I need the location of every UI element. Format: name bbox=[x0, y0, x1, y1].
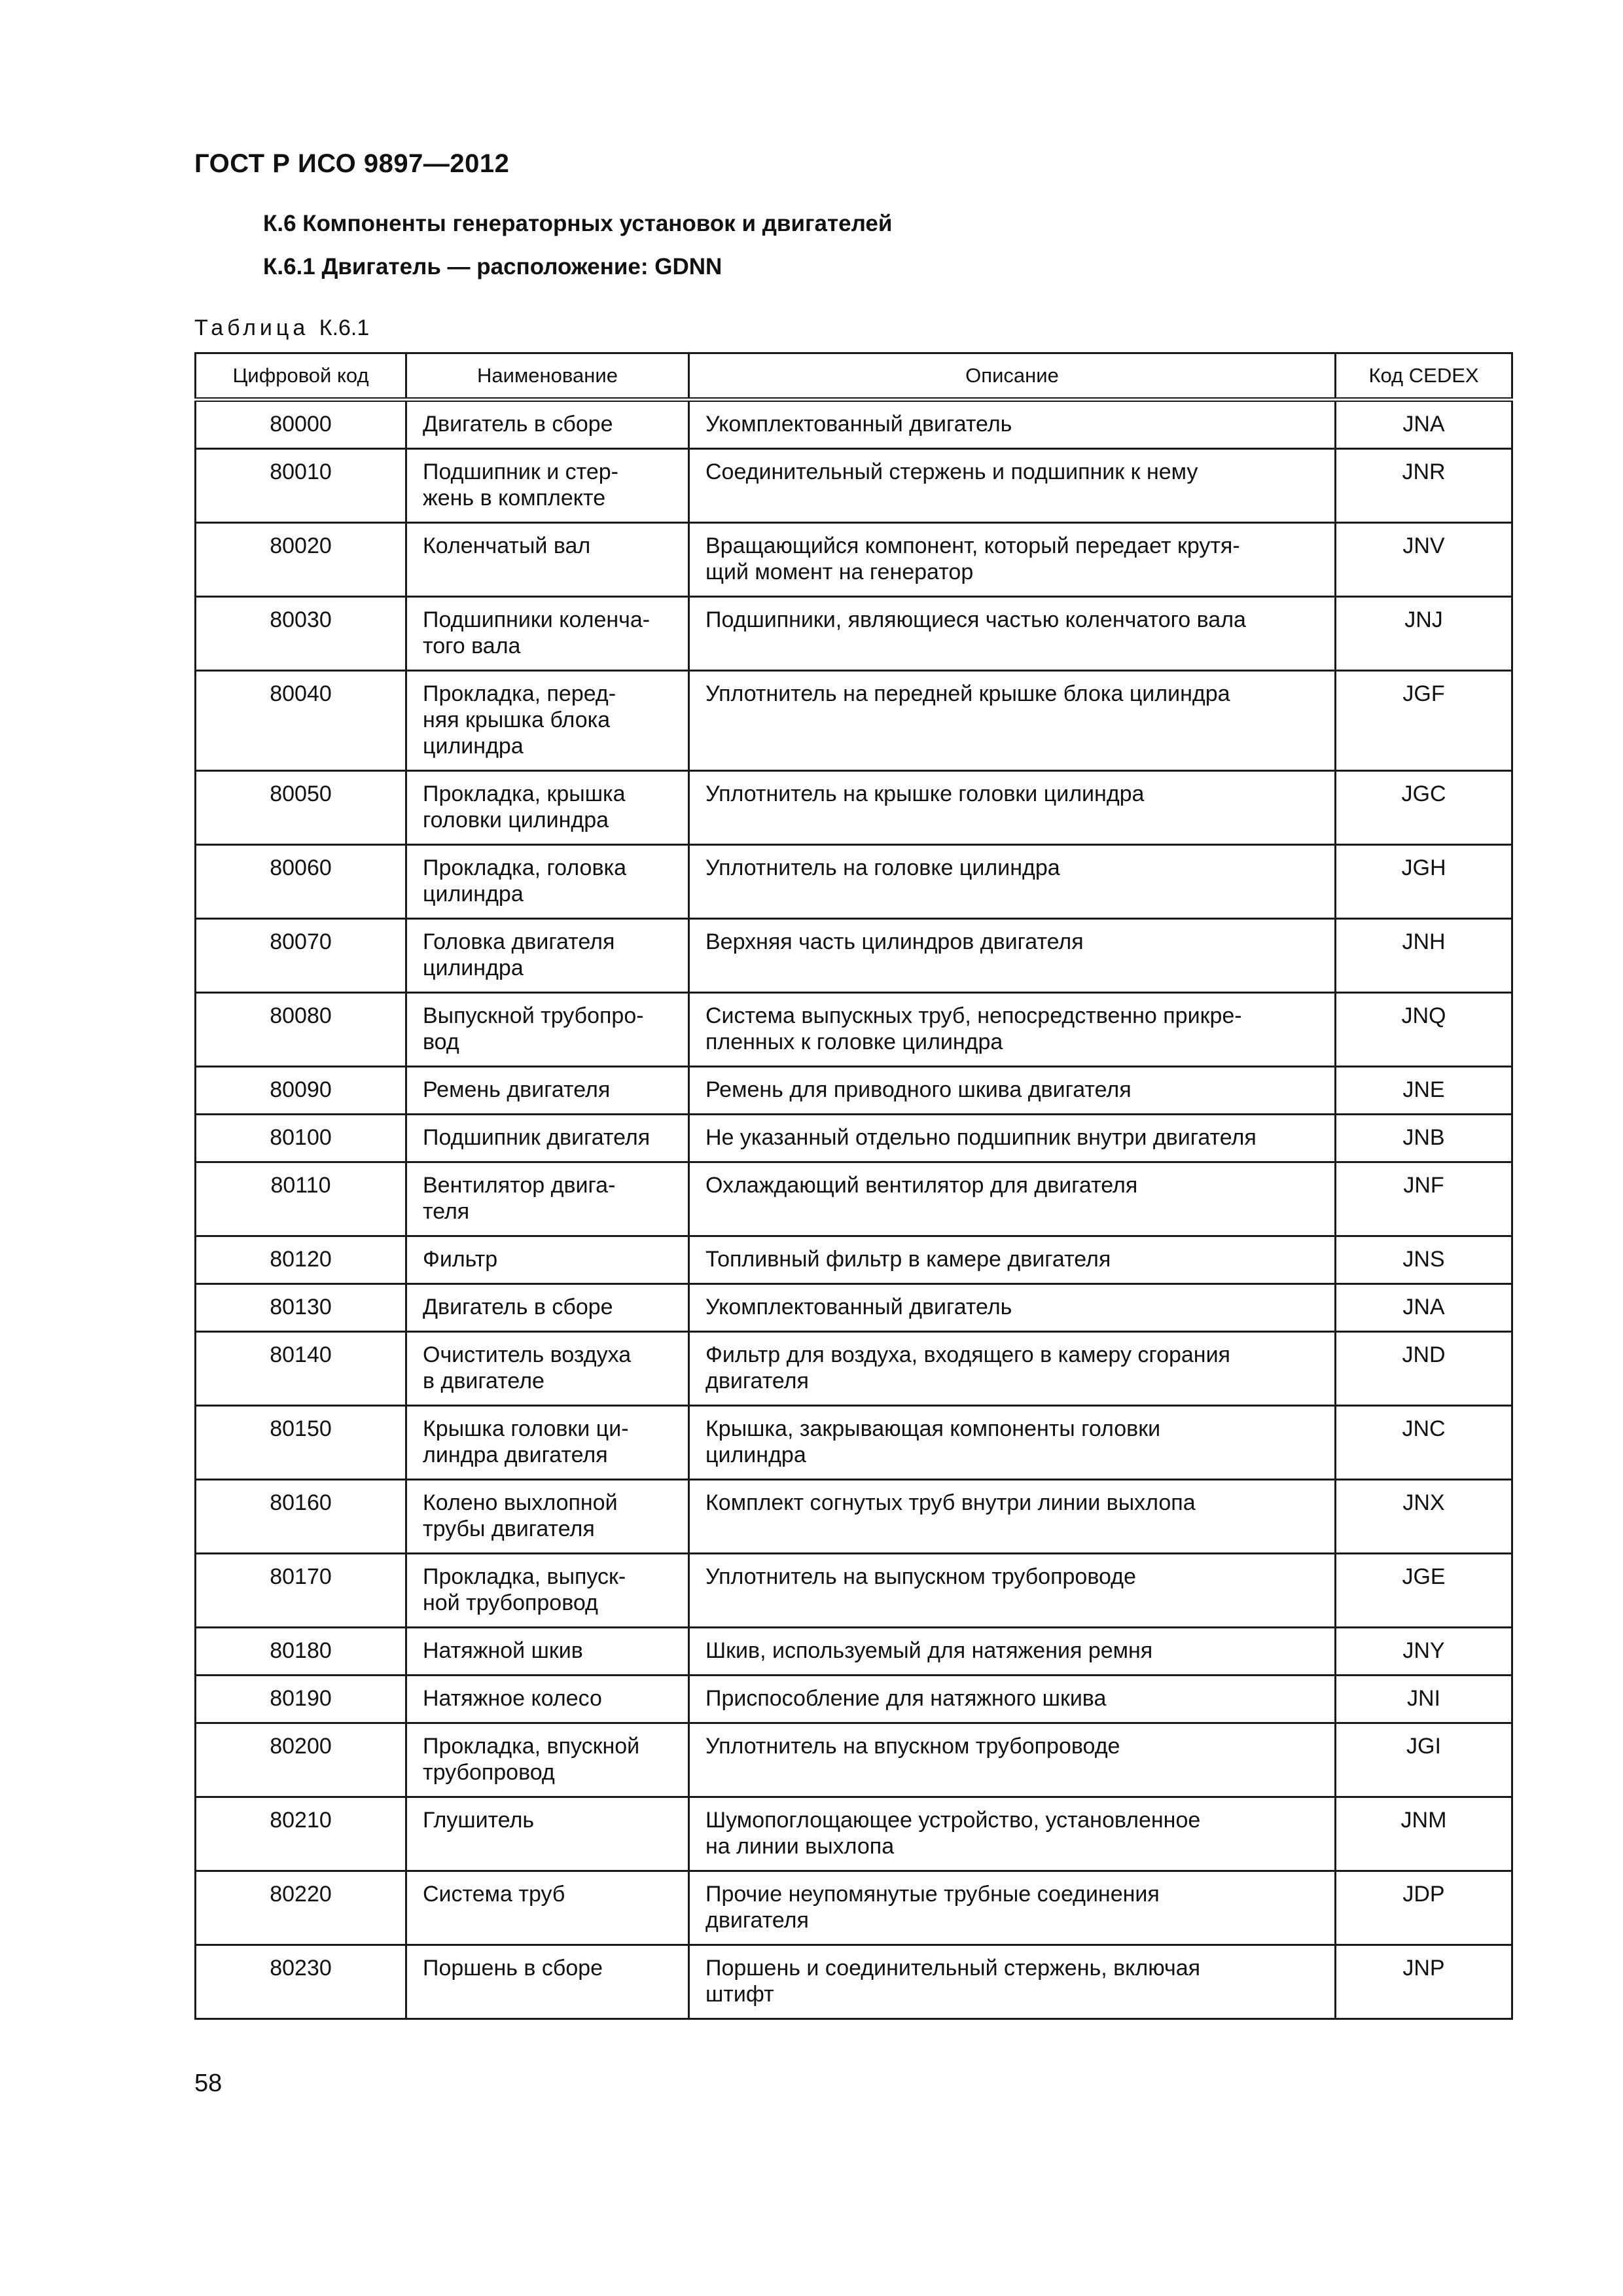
table-row bbox=[196, 993, 1512, 1067]
table-row bbox=[196, 1480, 1512, 1554]
cell-code bbox=[196, 1284, 406, 1332]
cell-cedex bbox=[1336, 449, 1512, 523]
cell-code-text: 80030 bbox=[270, 607, 332, 632]
cell-description bbox=[689, 1332, 1336, 1406]
cell-name-text: Головка двигателя цилиндра bbox=[423, 929, 615, 980]
cell-cedex-text: JNC bbox=[1402, 1416, 1446, 1441]
cell-code bbox=[196, 671, 406, 771]
table-row bbox=[196, 919, 1512, 993]
cell-cedex-text: JNA bbox=[1402, 412, 1445, 437]
cell-description-text: Верхняя часть цилиндров двигателя bbox=[705, 929, 1084, 954]
cell-name-text: Глушитель bbox=[423, 1808, 535, 1833]
cell-cedex bbox=[1336, 1236, 1512, 1284]
cell-code-text: 80040 bbox=[270, 681, 332, 706]
cell-name bbox=[406, 1628, 689, 1676]
cell-description-text: Укомплектованный двигатель bbox=[705, 412, 1012, 437]
cell-description bbox=[689, 993, 1336, 1067]
table-caption bbox=[194, 315, 369, 341]
table-row bbox=[196, 597, 1512, 671]
cell-description-text: Вращающийся компонент, который передает крутя- щий момент на генератор bbox=[705, 533, 1240, 584]
cell-name-text: Двигатель в сборе bbox=[423, 1295, 613, 1319]
cell-cedex bbox=[1336, 1676, 1512, 1723]
cell-name-text: Ремень двигателя bbox=[423, 1077, 611, 1102]
cell-code-text: 80060 bbox=[270, 855, 332, 880]
cell-description bbox=[689, 1797, 1336, 1871]
table-row bbox=[196, 1628, 1512, 1676]
cell-cedex bbox=[1336, 597, 1512, 671]
cell-name bbox=[406, 919, 689, 993]
cell-cedex-text: JNS bbox=[1402, 1247, 1445, 1272]
cell-description bbox=[689, 1480, 1336, 1554]
cell-name bbox=[406, 597, 689, 671]
cell-cedex-text: JNV bbox=[1402, 533, 1445, 558]
cell-description bbox=[689, 1871, 1336, 1945]
cell-description bbox=[689, 1676, 1336, 1723]
cell-cedex-text: JNA bbox=[1402, 1295, 1445, 1319]
cell-name bbox=[406, 1332, 689, 1406]
cell-name bbox=[406, 993, 689, 1067]
cell-description bbox=[689, 1067, 1336, 1115]
cell-code-text: 80160 bbox=[270, 1490, 332, 1515]
column-header-name: Наименование bbox=[406, 353, 689, 400]
table-row bbox=[196, 1554, 1512, 1628]
table-row bbox=[196, 1162, 1512, 1236]
cell-cedex-text: JNI bbox=[1407, 1686, 1440, 1711]
subsection-title: К.6.1 Двигатель — расположение: GDNN bbox=[263, 254, 722, 279]
cell-name bbox=[406, 671, 689, 771]
cell-name bbox=[406, 1115, 689, 1162]
cell-description bbox=[689, 1406, 1336, 1480]
cell-code-text: 80210 bbox=[270, 1808, 332, 1833]
table-row bbox=[196, 1284, 1512, 1332]
cell-description bbox=[689, 1628, 1336, 1676]
cell-code-text: 80220 bbox=[270, 1882, 332, 1907]
cell-description-text: Шкив, используемый для натяжения ремня bbox=[705, 1638, 1153, 1663]
cell-cedex bbox=[1336, 1115, 1512, 1162]
cell-cedex-text: JNY bbox=[1402, 1638, 1445, 1663]
cell-name bbox=[406, 1162, 689, 1236]
cell-cedex bbox=[1336, 1723, 1512, 1797]
cell-description bbox=[689, 449, 1336, 523]
cell-name-text: Подшипник двигателя bbox=[423, 1125, 651, 1150]
cell-code bbox=[196, 1162, 406, 1236]
table-row bbox=[196, 1332, 1512, 1406]
cell-cedex bbox=[1336, 1554, 1512, 1628]
cell-description bbox=[689, 523, 1336, 597]
cell-name bbox=[406, 1676, 689, 1723]
cell-description-text: Не указанный отдельно подшипник внутри двигателя bbox=[705, 1125, 1257, 1150]
cell-name-text: Прокладка, крышка головки цилиндра bbox=[423, 781, 626, 833]
cell-cedex-text: JGE bbox=[1402, 1564, 1446, 1589]
cell-name bbox=[406, 1480, 689, 1554]
cell-cedex bbox=[1336, 1797, 1512, 1871]
cell-code-text: 80170 bbox=[270, 1564, 332, 1589]
cell-name-text: Фильтр bbox=[423, 1247, 498, 1272]
cell-name-text: Натяжное колесо bbox=[423, 1686, 602, 1711]
table-caption-number: К.6.1 bbox=[319, 315, 370, 340]
cell-code bbox=[196, 1723, 406, 1797]
cell-description-text: Охлаждающий вентилятор для двигателя bbox=[705, 1173, 1138, 1198]
cell-description bbox=[689, 1723, 1336, 1797]
cell-cedex-text: JNF bbox=[1403, 1173, 1444, 1198]
table-caption-label: Таблица bbox=[194, 315, 310, 340]
cell-name-text: Прокладка, выпуск- ной трубопровод bbox=[423, 1564, 626, 1615]
table-header bbox=[196, 353, 1512, 400]
cell-name bbox=[406, 400, 689, 449]
cell-name bbox=[406, 1945, 689, 2019]
cell-name-text: Прокладка, впускной трубопровод bbox=[423, 1734, 640, 1785]
cell-description bbox=[689, 597, 1336, 671]
cell-code bbox=[196, 1406, 406, 1480]
cell-code-text: 80020 bbox=[270, 533, 332, 558]
cell-cedex bbox=[1336, 1945, 1512, 2019]
cell-name bbox=[406, 771, 689, 845]
cell-description bbox=[689, 1162, 1336, 1236]
cell-name bbox=[406, 1554, 689, 1628]
cell-cedex-text: JNE bbox=[1402, 1077, 1445, 1102]
page-number: 58 bbox=[194, 2070, 223, 2097]
cell-code bbox=[196, 1871, 406, 1945]
cell-code bbox=[196, 771, 406, 845]
cell-cedex-text: JNB bbox=[1402, 1125, 1445, 1150]
cell-name bbox=[406, 1067, 689, 1115]
cell-name-text: Система труб bbox=[423, 1882, 565, 1907]
cell-description-text: Уплотнитель на передней крышке блока цилиндра bbox=[705, 681, 1230, 706]
table-row bbox=[196, 1236, 1512, 1284]
cell-description-text: Соединительный стержень и подшипник к нему bbox=[705, 459, 1198, 484]
cell-name bbox=[406, 1797, 689, 1871]
table-row bbox=[196, 1115, 1512, 1162]
cell-code-text: 80190 bbox=[270, 1686, 332, 1711]
cell-name-text: Прокладка, перед- няя крышка блока цилиндра bbox=[423, 681, 616, 759]
cell-code-text: 80000 bbox=[270, 412, 332, 437]
cell-code bbox=[196, 523, 406, 597]
cell-code-text: 80050 bbox=[270, 781, 332, 806]
document-header: ГОСТ Р ИСО 9897—2012 bbox=[194, 149, 510, 178]
cell-code bbox=[196, 845, 406, 919]
table-header-row bbox=[196, 353, 1512, 400]
cell-name-text: Выпускной трубопро- вод bbox=[423, 1003, 644, 1054]
cell-code-text: 80080 bbox=[270, 1003, 332, 1028]
cell-name-text: Вентилятор двига- теля bbox=[423, 1173, 616, 1224]
cell-cedex bbox=[1336, 845, 1512, 919]
cell-description bbox=[689, 1554, 1336, 1628]
cell-cedex bbox=[1336, 1871, 1512, 1945]
cell-cedex-text: JGC bbox=[1401, 781, 1446, 806]
cell-description-text: Крышка, закрывающая компоненты головки цилиндра bbox=[705, 1416, 1161, 1467]
cell-description-text: Шумопоглощающее устройство, установленное на линии выхлопа bbox=[705, 1808, 1201, 1859]
cell-cedex bbox=[1336, 919, 1512, 993]
cell-name bbox=[406, 1236, 689, 1284]
cell-cedex-text: JDP bbox=[1402, 1882, 1445, 1907]
cell-code-text: 80110 bbox=[270, 1173, 331, 1198]
cell-code-text: 80100 bbox=[270, 1125, 332, 1150]
cell-description bbox=[689, 671, 1336, 771]
cell-description-text: Укомплектованный двигатель bbox=[705, 1295, 1012, 1319]
cell-cedex bbox=[1336, 523, 1512, 597]
cell-description-text: Ремень для приводного шкива двигателя bbox=[705, 1077, 1132, 1102]
cell-cedex bbox=[1336, 1480, 1512, 1554]
cell-description bbox=[689, 400, 1336, 449]
cell-description-text: Фильтр для воздуха, входящего в камеру сгорания двигателя bbox=[705, 1342, 1230, 1393]
cell-description bbox=[689, 1236, 1336, 1284]
cell-name bbox=[406, 1406, 689, 1480]
table-row bbox=[196, 771, 1512, 845]
table-row bbox=[196, 1406, 1512, 1480]
cell-code bbox=[196, 1067, 406, 1115]
cell-cedex bbox=[1336, 771, 1512, 845]
table-row bbox=[196, 1797, 1512, 1871]
cell-code bbox=[196, 1676, 406, 1723]
cell-code bbox=[196, 1554, 406, 1628]
cell-code-text: 80150 bbox=[270, 1416, 332, 1441]
cell-cedex-text: JND bbox=[1402, 1342, 1446, 1367]
cell-code bbox=[196, 993, 406, 1067]
table-row bbox=[196, 1676, 1512, 1723]
cell-code bbox=[196, 597, 406, 671]
table-row bbox=[196, 1945, 1512, 2019]
cell-code bbox=[196, 1945, 406, 2019]
table-row bbox=[196, 400, 1512, 449]
cell-name bbox=[406, 449, 689, 523]
table-row bbox=[196, 449, 1512, 523]
cell-name bbox=[406, 523, 689, 597]
table-row bbox=[196, 523, 1512, 597]
cell-cedex-text: JGH bbox=[1401, 855, 1446, 880]
cell-cedex bbox=[1336, 1162, 1512, 1236]
cell-cedex-text: JNX bbox=[1402, 1490, 1445, 1515]
cell-description-text: Уплотнитель на головке цилиндра bbox=[705, 855, 1060, 880]
cell-code-text: 80070 bbox=[270, 929, 332, 954]
cell-description-text: Уплотнитель на впускном трубопроводе bbox=[705, 1734, 1120, 1759]
cell-cedex-text: JGI bbox=[1406, 1734, 1441, 1759]
cell-description-text: Поршень и соединительный стержень, включая штифт bbox=[705, 1956, 1201, 2007]
cell-description-text: Уплотнитель на крышке головки цилиндра bbox=[705, 781, 1145, 806]
cell-code-text: 80140 bbox=[270, 1342, 332, 1367]
cell-code-text: 80200 bbox=[270, 1734, 332, 1759]
column-header-cedex: Код CEDEX bbox=[1336, 353, 1512, 400]
cell-name-text: Натяжной шкив bbox=[423, 1638, 583, 1663]
cell-code bbox=[196, 1628, 406, 1676]
table-row bbox=[196, 671, 1512, 771]
cell-description-text: Уплотнитель на выпускном трубопроводе bbox=[705, 1564, 1136, 1589]
cell-cedex-text: JGF bbox=[1402, 681, 1445, 706]
cell-name-text: Поршень в сборе bbox=[423, 1956, 603, 1981]
table-row bbox=[196, 1871, 1512, 1945]
cell-cedex-text: JNP bbox=[1402, 1956, 1445, 1981]
cell-description-text: Приспособление для натяжного шкива bbox=[705, 1686, 1107, 1711]
cell-cedex bbox=[1336, 1332, 1512, 1406]
cell-cedex bbox=[1336, 1628, 1512, 1676]
cell-cedex-text: JNM bbox=[1400, 1808, 1447, 1833]
cell-name-text: Колено выхлопной трубы двигателя bbox=[423, 1490, 618, 1541]
cell-cedex-text: JNQ bbox=[1401, 1003, 1446, 1028]
cell-description-text: Комплект согнутых труб внутри линии выхлопа bbox=[705, 1490, 1196, 1515]
cell-cedex bbox=[1336, 1284, 1512, 1332]
cell-name-text: Прокладка, головка цилиндра bbox=[423, 855, 627, 906]
cell-description bbox=[689, 845, 1336, 919]
cell-description-text: Подшипники, являющиеся частью коленчатого вала bbox=[705, 607, 1246, 632]
cell-code-text: 80180 bbox=[270, 1638, 332, 1663]
cell-description bbox=[689, 771, 1336, 845]
table-container bbox=[194, 352, 1511, 2020]
cell-code-text: 80130 bbox=[270, 1295, 332, 1319]
cell-name bbox=[406, 1871, 689, 1945]
cell-description bbox=[689, 1945, 1336, 2019]
cell-cedex-text: JNJ bbox=[1404, 607, 1443, 632]
cell-cedex bbox=[1336, 671, 1512, 771]
cell-name-text: Коленчатый вал bbox=[423, 533, 591, 558]
cell-code bbox=[196, 1797, 406, 1871]
table-row bbox=[196, 1723, 1512, 1797]
components-table bbox=[194, 352, 1513, 2020]
cell-description-text: Топливный фильтр в камере двигателя bbox=[705, 1247, 1111, 1272]
cell-code bbox=[196, 449, 406, 523]
cell-name-text: Крышка головки ци- линдра двигателя bbox=[423, 1416, 629, 1467]
cell-name-text: Подшипник и стер- жень в комплекте bbox=[423, 459, 618, 511]
cell-name-text: Двигатель в сборе bbox=[423, 412, 613, 437]
cell-cedex-text: JNR bbox=[1402, 459, 1446, 484]
cell-cedex-text: JNH bbox=[1402, 929, 1446, 954]
section-title: К.6 Компоненты генераторных установок и двигателей bbox=[263, 211, 893, 236]
column-header-code: Цифровой код bbox=[196, 353, 406, 400]
cell-description-text: Система выпускных труб, непосредственно прикре- пленных к головке цилиндра bbox=[705, 1003, 1242, 1054]
cell-name bbox=[406, 1723, 689, 1797]
cell-name bbox=[406, 1284, 689, 1332]
cell-code bbox=[196, 1115, 406, 1162]
cell-code-text: 80120 bbox=[270, 1247, 332, 1272]
cell-description bbox=[689, 1115, 1336, 1162]
cell-code bbox=[196, 1236, 406, 1284]
cell-code bbox=[196, 400, 406, 449]
cell-code bbox=[196, 1480, 406, 1554]
cell-code-text: 80230 bbox=[270, 1956, 332, 1981]
cell-description bbox=[689, 1284, 1336, 1332]
column-header-description: Описание bbox=[689, 353, 1336, 400]
cell-code-text: 80090 bbox=[270, 1077, 332, 1102]
cell-description-text: Прочие неупомянутые трубные соединения двигателя bbox=[705, 1882, 1160, 1933]
cell-cedex bbox=[1336, 1067, 1512, 1115]
cell-cedex bbox=[1336, 993, 1512, 1067]
cell-name bbox=[406, 845, 689, 919]
cell-description bbox=[689, 919, 1336, 993]
table-row bbox=[196, 845, 1512, 919]
cell-name-text: Очиститель воздуха в двигателе bbox=[423, 1342, 632, 1393]
cell-name-text: Подшипники коленча- того вала bbox=[423, 607, 651, 658]
table-row bbox=[196, 1067, 1512, 1115]
cell-cedex bbox=[1336, 400, 1512, 449]
cell-code-text: 80010 bbox=[270, 459, 332, 484]
cell-cedex bbox=[1336, 1406, 1512, 1480]
cell-code bbox=[196, 1332, 406, 1406]
table-body bbox=[196, 400, 1512, 2019]
cell-code bbox=[196, 919, 406, 993]
